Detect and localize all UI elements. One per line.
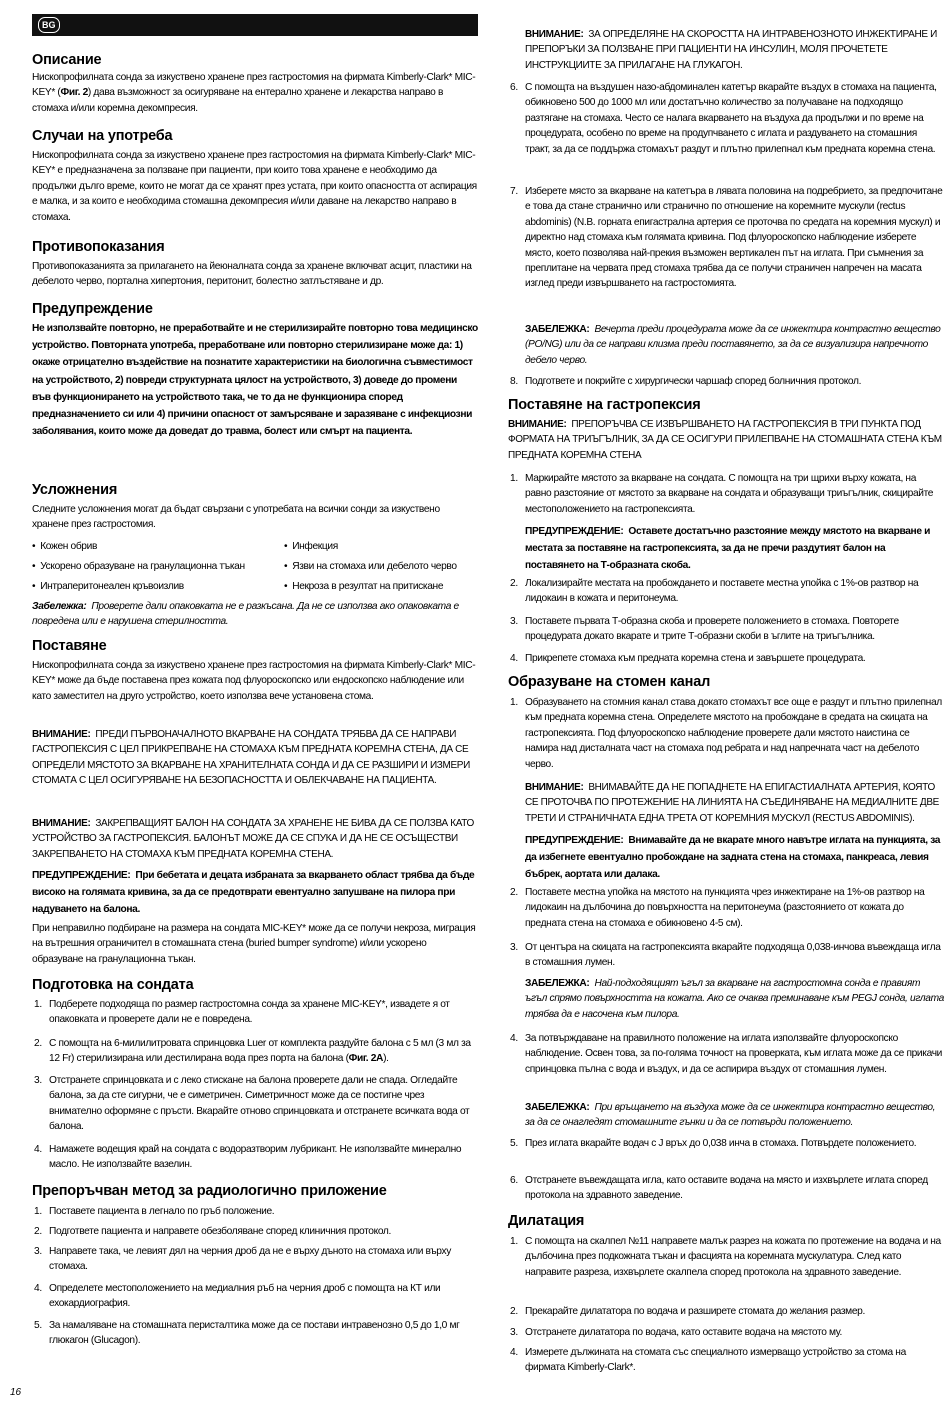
list-item: 3. Отстранете спринцовката и с леко стискане на балона проверете дали не спада. Огледайте балона, за да сте сигурни, че е симетричен. Симетричност може да се постигне чрез внимателно оформяне с пръсти. Вкарайте отново спринцовката и отстранете всичката вода от балона.: [34, 1075, 470, 1133]
list-item: 2. С помощта на 6-милилитровата спринцовка Luer от комплекта раздуйте балона с 5 мл (3 мл за 12 Fr) стерилизирана или дестилирана вода през порта на балона (Фиг. 2А).: [34, 1038, 471, 1065]
needle-angle-note: ЗАБЕЛЕЖКА: Най-подходящият ъгъл за вкарване на гастростомна сонда е правият ъгъл спрямо повърхността на кожата. Ако се очаква преминаване към PEGJ сонда, иглата трябва да е насочена към пилора.: [525, 978, 944, 1020]
indications-paragraph: Нископрофилната сонда за изкуствено хранене през гастростомия на фирмата Kimberly-Clark* MIC-KEY* е предназначена за ползване при пациенти, при които това хранене е необходимо да продължи дълго време, които не могат да се хранят през устата, при които опасността от аспирация е малка, и за които е необходима стомашна декомпресия и/или даване на лекарство направо в стомаха.: [32, 150, 477, 223]
contrast-note: ЗАБЕЛЕЖКА: Вечерта преди процедурата може да се инжектира контрастно вещество (PO/NG) или да се направи клизма преди поставянето, за да се визуализира напречното дебело черво.: [525, 324, 941, 366]
list-item: 2. Прекарайте дилататора по водача и разширете стомата до желания размер.: [510, 1306, 865, 1317]
section-heading-warning: Предупреждение: [32, 301, 153, 317]
complications-paragraph: Следните усложнения могат да бъдат свързани с употребата на всички сонди за изкуствено хранене през гастростомия.: [32, 504, 440, 531]
list-item: 1. Маркирайте мястото за вкарване на сондата. С помощта на три щрихи върху кожата, на равно разстояние от мястото за вкарване на сондата и образуващи триъгълник, скицирайте местоположението на гастропексията.: [510, 473, 934, 515]
section-heading-tube-preparation: Подготовка на сондата: [32, 977, 194, 993]
complication-item: • Язви на стомаха или дебелото черво: [284, 561, 457, 572]
list-item: 6. Отстранете въвеждащата игла, като оставите водача на място и изхвърлете иглата според протокола на здравното заведение.: [510, 1175, 928, 1202]
section-heading-contraindications: Противопоказания: [32, 239, 165, 255]
list-item: 3. Направете така, че левият дял на черния дроб да не е върху дъното на стомаха или върху стомаха.: [34, 1246, 451, 1273]
list-item: 6. С помощта на въздушен назо-абдоминален катетър вкарайте въздух в стомаха на пациента, обикновено 500 до 1000 мл или достатъчно количество за получаване на подходящо разтягане на стомаха. Често се налага вкарването на въздуха да продължи и по време на процедурата, особено по време на продупчването с иглата и раздуването на стомашния тракт, за да се поддържа стомахът раздут и плътно прилепнал към предната коремна стена.: [510, 82, 937, 155]
list-item: 1. Образуването на стомния канал става докато стомахът все още е раздут и плътно прилепнал към предната коремна стена. Определете мястото на пробождане в средата на скицата на гастропексията. Под флуороскопско наблюдение проверете дали мястото наистина се намира над дисталната част на стомаха под ребрата и над напречната част на дебелото черво.: [510, 697, 942, 770]
list-item: 3. Отстранете дилататора по водача, като оставите водача на мястото му.: [510, 1327, 842, 1338]
list-item: 4. Определете местоположението на медиалния ръб на черния дроб с помощта на КТ или ехокардиография.: [34, 1283, 441, 1310]
section-heading-indications: Случаи на употреба: [32, 128, 173, 144]
air-contrast-note: ЗАБЕЛЕЖКА: При връщането на въздуха може да се инжектира контрастно вещество, за да се онагледят стомашните гънки и да се потвърди положението.: [525, 1102, 936, 1129]
complication-item: • Инфекция: [284, 541, 338, 552]
section-heading-complications: Усложнения: [32, 482, 118, 498]
list-item: 3. Поставете първата Т-образна скоба и проверете положението в стомаха. Повторете процедурата докато вкарате и трите Т-образни скоби в ъглите на триъгълника.: [510, 616, 899, 643]
language-header-bar: [32, 14, 478, 36]
placement-paragraph: Нископрофилната сонда за изкуствено хранене през гастростомия на фирмата Kimberly-Clark* MIC-KEY* може да бъде поставена през кожата под флуороскопско или ендоскопско наблюдение или като заместител на друго устройство, което използва вече установена стома.: [32, 660, 476, 702]
language-badge: BG: [38, 17, 60, 33]
page-number: 16: [10, 1387, 22, 1398]
list-item: 7. Изберете място за вкарване на катетъра в лявата половина на подребрието, за предпочитане е това да стане странично или странично по отношение на коремните мускули (rectus abdominis) (N.B. горната епигастрална артерия се проточва по средата на коремния мускул) и директно над стомаха към голямата кривина. Под флуороскопско наблюдение изберете място, което позволява най-прекия възможен вертикален път на иглата. При съмнения за преплитане на червата пред стомаха трябва да се получи страничен напречен на масата изглед преди извършването на гастростомията.: [510, 186, 943, 290]
complication-item: • Ускорено образуване на гранулационна тъкан: [32, 561, 245, 572]
placement-warning: ПРЕДУПРЕЖДЕНИЕ: При бебетата и децата избраната за вкарването област трябва да бъде високо на голямата кривина, за да се предотврати евентуално запушване на пилора при надуването на балона.: [32, 870, 475, 915]
list-item: 4. Намажете водещия край на сондата с водоразтворим лубрикант. Не използвайте минерално масло. Не използвайте вазелин.: [34, 1144, 462, 1171]
complication-item: • Интраперитонеален кръвоизлив: [32, 581, 184, 592]
list-item: 1. Поставете пациента в легнало по гръб положение.: [34, 1206, 275, 1217]
list-item: 2. Поставете местна упойка на мястото на пункцията чрез инжектиране на 1%-ов разтвор на лидокаин на дълбочина до повърхността на перитонеума (разстоянието от кожата до предната стена на стомаха е обикновено 4-5 см).: [510, 887, 925, 929]
list-item: 4. Измерете дължината на стомата със специалното измерващо устройство за стома на фирмата Kimberly-Clark*.: [510, 1347, 906, 1374]
section-heading-gastropexy: Поставяне на гастропексия: [508, 397, 701, 413]
stoma-warning: ПРЕДУПРЕЖДЕНИЕ: Внимавайте да не вкарате много навътре иглата на пункцията, за да избегнете евентуално пробождане на задната стена на стомаха, панкреаса, левия бъбрек, аортата или далака.: [525, 835, 941, 880]
list-item: 4. За потвърждаване на правилното положение на иглата използвайте флуороскопско наблюдение. Освен това, за по-голяма точност на проверката, към иглата може да се прикачи спринцовка пълна с вода и въздух, и да се аспирира въздух от стомашния лумен.: [510, 1033, 942, 1075]
placement-caution-2: ВНИМАНИЕ: ЗАКРЕПВАЩИЯТ БАЛОН НА СОНДАТА ЗА ХРАНЕНЕ НЕ БИВА ДА СЕ ПОЛЗВА КАТО УСТРОЙСТВО ЗА ГАСТРОПЕКСИЯ. БАЛОНЪТ МОЖЕ ДА СЕ СПУКА И ДА НЕ СЕ ОСЪЩЕСТВИ ЗАКРЕПВАНЕТО НА СТОМАХА КЪМ ПРЕДНАТА КОРЕМНА СТЕНА.: [32, 818, 474, 860]
list-item: 8. Подгответе и покрийте с хирургически чаршаф според болничния протокол.: [510, 376, 862, 387]
list-item: 2. Локализирайте местата на пробождането и поставете местна упойка с 1%-ов разтвор на лидокаин в кожата и перитонеума.: [510, 578, 919, 605]
stoma-caution: ВНИМАНИЕ: ВНИМАВАЙТЕ ДА НЕ ПОПАДНЕТЕ НА ЕПИГАСТИАЛНАТА АРТЕРИЯ, КОЯТО СЕ ПРОТОЧВА ПО ПРОТЕЖЕНИЕ НА ЛИНИЯТА НА СЪЕДИНЯВАНЕ НА МЕДИАЛНИТЕ ДВЕ ТРЕТИ И СТРАНИЧНАТА ЕДНА ТРЕТА ОТ КОРЕМНИЯ МУСКУЛ (RECTUS ABDOMINIS).: [525, 782, 939, 824]
section-heading-radiologic-method: Препоръчван метод за радиологично приложение: [32, 1183, 387, 1199]
glucagon-caution: ВНИМАНИЕ: ЗА ОПРЕДЕЛЯНЕ НА СКОРОСТТА НА ИНТРАВЕНОЗНОТО ИНЖЕКТИРАНЕ И ПРЕПОРЪКИ ЗА ПОЛЗВАНЕ ПРИ ПАЦИЕНТИ НА ИНСУЛИН, МОЛЯ ПРОЧЕТЕТЕ ИНСТРУКЦИИТЕ ЗА ПРИЛАГАНЕ НА ГЛУКАГОН.: [525, 29, 937, 71]
list-item: 1. Подберете подходяща по размер гастростомна сонда за хранене MIC-KEY*, извадете я от опаковката и проверете дали не е повредена.: [34, 999, 450, 1026]
section-heading-dilation: Дилатация: [508, 1213, 585, 1229]
warning-paragraph: Не използвайте повторно, не преработвайте и не стерилизирайте повторно това медицинско устройство. Повторната употреба, преработване или повторно стерилизиране може да: 1) окаже отрицателно въздействие на познатите характеристики на биологична съвместимост на устройството, 2) повреди структурната цялост на устройството, 3) доведе до промени във функционирането на устройството така, че то да не функционира според предназначението си или 4) причини опасност от замърсяване и заразяване с инфекциозни заболявания, които може да доведат до травма, болест или смърт на пациента.: [32, 323, 478, 438]
section-heading-placement: Поставяне: [32, 638, 107, 654]
list-item: 5. През иглата вкарайте водач с J връх до 0,038 инча в стомаха. Потвърдете положението.: [510, 1138, 917, 1149]
list-item: 2. Подгответе пациента и направете обезболяване според клиничния протокол.: [34, 1226, 392, 1237]
placement-caution-1: ВНИМАНИЕ: ПРЕДИ ПЪРВОНАЧАЛНОТО ВКАРВАНЕ НА СОНДАТА ТРЯБВА ДА СЕ НАПРАВИ ГАСТРОПЕКСИЯ С ЦЕЛ ПРИКРЕПВАНЕ НА СТОМАХА КЪМ ПРЕДНАТА КОРЕМНА СТЕНА, ДА СЕ ОПРЕДЕЛИ МЯСТОТО ЗА ВКАРВАНЕ НА ХРАНИТЕЛНАТА СОНДА И ДА СЕ РАЗШИРИ И ИЗМЕРИ СТОМАТА С ЦЕЛ ОСИГУРЯВАНЕ НА БЕЗОПАСНОСТТА И ОБЛЕКЧАВАНЕ НА ПАЦИЕНТА.: [32, 729, 470, 787]
list-item: 1. С помощта на скалпел №11 направете малък разрез на кожата по протежение на водача и на дълбочина през подкожната тъкан и фасцията на коремната мускулатура. След като направите разреза, изхвърлете скалпела според протокола на здравното заведение.: [510, 1236, 941, 1278]
complications-note: Забележка: Проверете дали опаковката не е разкъсана. Да не се използва ако опаковката е повредена или е нарушена стерилността.: [32, 601, 459, 628]
contraindications-paragraph: Противопоказанията за прилагането на йеюналната сонда за хранене включват асцит, пластики на дебелото черво, портална хипертония, перитонит, болестно затлъстяване и др.: [32, 261, 472, 288]
section-heading-stoma-tract: Образуване на стомен канал: [508, 674, 711, 690]
placement-paragraph-2: При неправилно подбиране на размера на сондата MIC-KEY* може да се получи некроза, миграция на вътрешния ограничител в стомашната стена (buried bumper syndrome) и/или ускорено образуване на гранулационна тъкан.: [32, 923, 476, 965]
list-item: 5. За намаляване на стомашната перисталтика може да се постави интравенозно 0,5 до 1,0 мг глюкагон (Glucagon).: [34, 1320, 460, 1347]
list-item: 3. От центъра на скицата на гастропексията вкарайте подходяща 0,038-инчова въвеждаща игла в стомашния лумен.: [510, 942, 941, 969]
description-paragraph: Нископрофилната сонда за изкуствено хранене през гастростомия на фирмата Kimberly-Clark* MIC-KEY* (Фиг. 2) дава възможност за осигуряване на ентерално хранене и лекарства направо в стомаха и/или коремна декомпресия.: [32, 72, 476, 114]
gastropexy-warning: ПРЕДУПРЕЖДЕНИЕ: Оставете достатъчно разстояние между мястото на вкарване и местата за поставяне на гастропексията, за да не пречи раздутият балон на поставянето на Т-образната скоба.: [525, 526, 931, 571]
complication-item: • Некроза в резултат на притискане: [284, 581, 444, 592]
complication-item: • Кожен обрив: [32, 541, 98, 552]
gastropexy-caution: ВНИМАНИЕ: ПРЕПОРЪЧВА СЕ ИЗВЪРШВАНЕТО НА ГАСТРОПЕКСИЯ В ТРИ ПУНКТА ПОД ФОРМАТА НА ТРИЪГЪЛНИК, ЗА ДА СЕ ОСИГУРИ ПРИЛЕПВАНЕ НА СТОМАШНАТА СТЕНА КЪМ ПРЕДНАТА КОРЕМНА СТЕНА: [508, 419, 942, 461]
list-item: 4. Прикрепете стомаха към предната коремна стена и завършете процедурата.: [510, 653, 866, 664]
section-heading-description: Описание: [32, 52, 102, 68]
